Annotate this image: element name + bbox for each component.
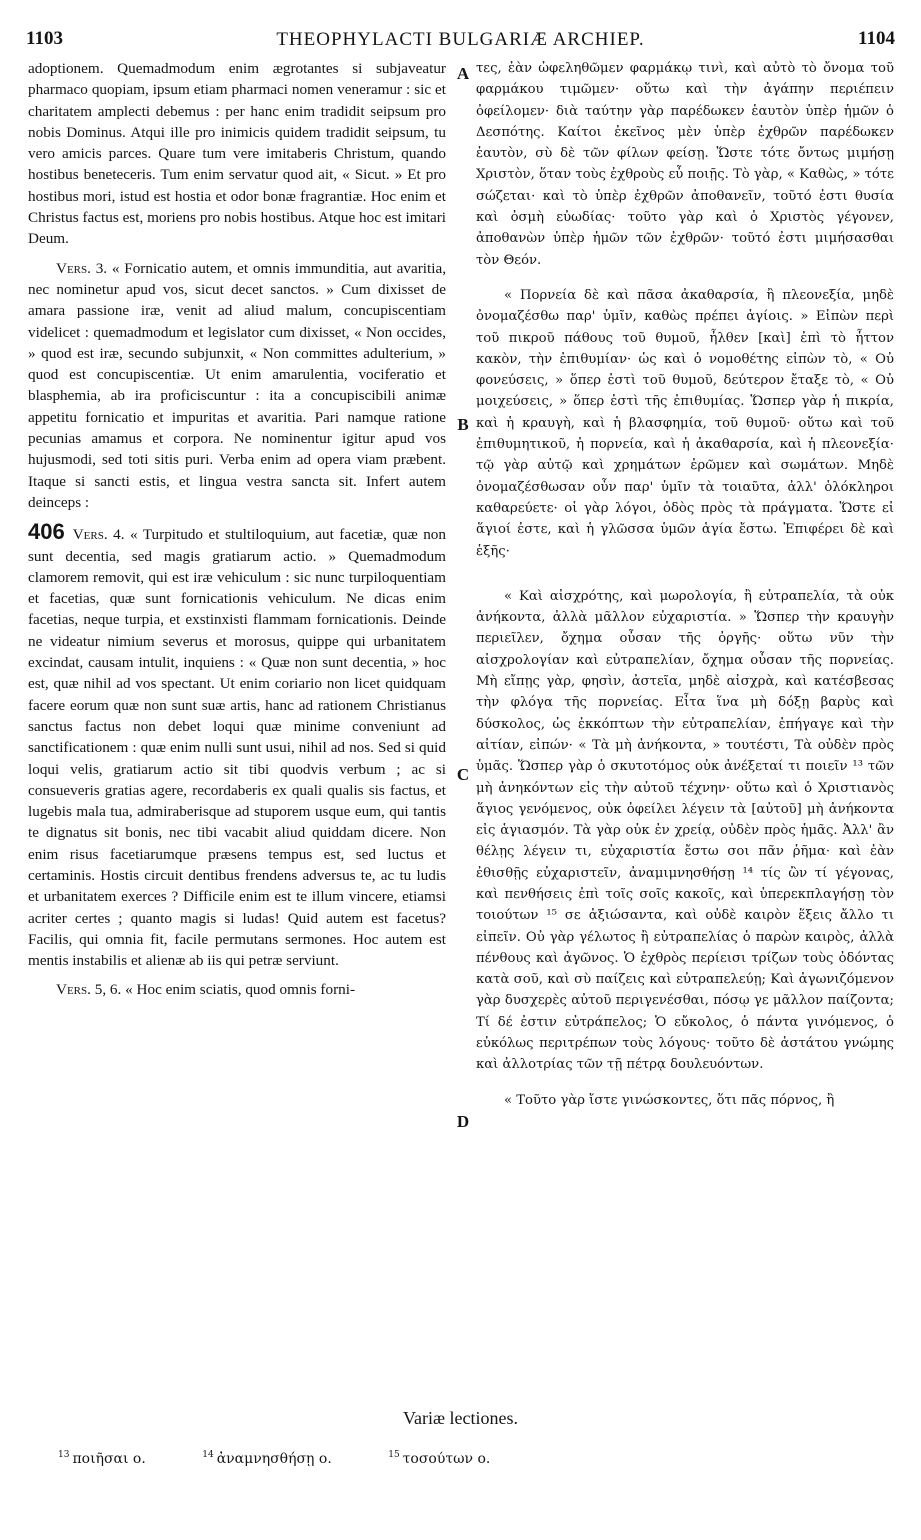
greek-paragraph: τες, ἐὰν ὠφεληθῶμεν φαρμάκῳ τινὶ, καὶ αὐτὸ τὸ ὄνομα τοῦ φαρμάκου τιμῶμεν· οὕτω καὶ τὴν ἀγάπην περιέπειν ὀφείλομεν· διὰ ταύτην γὰρ παρέδωκεν ἑαυτὸν ὑπὲρ ἡμῶν ὁ Δεσπότης. Καίτοι ἐκεῖνος μὲν ὑπὲρ ἐχθρῶν παρέδωκεν ἑαυτὸν, σὺ δὲ τῶν φίλων φείσῃ. Ὥστε τότε ὄντως μιμήσῃ Χριστὸν, ὅταν τοὺς ἐχθροὺς εὖ ποιῇς. Τὸ γὰρ, « Καθὼς, » τότε σώζεται· καὶ τὸ ὑπὲρ ἐχθρῶν ἀποθανεῖν, τοῦτό ἐστι θυσία καὶ ὀσμὴ εὐωδίας· τοῦτο γὰρ καὶ ὁ Χριστὸς γέγονεν, ἀποθανὼν ὑπὲρ ἡμῶν τῶν ἐχθρῶν· τοῦτό ἐστι μιμήσασθαι τὸν Θεόν. xyxy=(476,61,894,268)
note-text: ποιῆσαι ο. xyxy=(72,1450,146,1467)
verse-label: Vers. 4. xyxy=(72,526,125,544)
variant-readings xyxy=(58,1450,542,1467)
note-text: ἀναμνησθήσῃ ο. xyxy=(216,1450,332,1467)
greek-column xyxy=(476,58,894,1111)
latin-paragraph: adoptionem. Quemadmodum enim ægrotantes si subjaveatur pharmaco quopiam, ipsum etiam pharmaci nomen veneramur : sic et charitatem amplecti debemus : per hanc enim tradidit seipsum pro nobis Dominus. Atqui ille pro inimicis quidem tradidit seipsum, tu vero amicis parces. Quare tum vere imitaberis Christum, quando hostibus beneteceris. Tum enim servatur quod ait, « Sicut. » Et pro hostibus mori, istud est hostia et odor bonæ fragrantiæ. Hoc enim et Christus factus est, moriens pro nobis hostibus. Atque hoc est imitari Deum. xyxy=(28,60,446,248)
section-marker-d: D xyxy=(456,1112,470,1131)
latin-column xyxy=(28,58,446,1001)
variant-readings-title: Variæ lectiones. xyxy=(403,1408,518,1428)
verse-label: Vers. 3. xyxy=(56,259,108,277)
variant-note xyxy=(202,1451,358,1467)
column-number: 406 xyxy=(28,519,65,545)
section-marker-a: A xyxy=(456,64,470,83)
section-marker-c: C xyxy=(456,765,470,784)
greek-paragraph: « Πορνεία δὲ καὶ πᾶσα ἀκαθαρσία, ἢ πλεονεξία, μηδὲ ὀνομαζέσθω παρ' ὑμῖν, καθὼς πρέπει ἁγίοις. » Εἰπὼν περὶ τοῦ πικροῦ πάθους τοῦ θυμοῦ, ἦλθεν [καὶ] ἐπὶ τὸ ἧττον κακὸν, τὴν ἐπιθυμίαν· ὡς καὶ ὁ νομοθέτης εἰπὼν τὸ, « Οὐ φονεύσεις, » ὅπερ ἐστὶ τοῦ θυμοῦ, δεύτερον ἔταξε τὸ, « Οὐ μοιχεύσεις, » ὅπερ ἐστὶ τῆς ἐπιθυμίας. Ὥσπερ γὰρ ἡ πικρία, καὶ ἡ κραυγὴ, καὶ ἡ βλασφημία, τοῦ θυμοῦ· οὕτω καὶ τοῦ ἐπιθυμητικοῦ, ἡ πορνεία, καὶ ἡ ἀκαθαρσία, καὶ ἡ πλεονεξία· τῷ γὰρ αὐτῷ καὶ χρημάτων ἐρῶμεν καὶ σωμάτων. Μηδὲ ὀνομαζέσθωσαν οὖν παρ' ὑμῖν τὰ τοιαῦτα, ἀλλ' ὁλόκληροι καθαρεύετε· οἱ γὰρ λόγοι, ὁδὸς πρὸς τὰ πράγματα. Ὥστε εἰ ἅγιοί ἐστε, καὶ ἡ γλῶσσα ὑμῶν ἁγία ἔστω. Ἐπιφέρει δὲ καὶ ἑξῆς· xyxy=(476,287,894,559)
greek-paragraph: « Καὶ αἰσχρότης, καὶ μωρολογία, ἢ εὐτραπελία, τὰ οὐκ ἀνήκοντα, ἀλλὰ μᾶλλον εὐχαριστία. » Ὥσπερ τὴν κραυγὴν περιεῖλεν, ὄχημα οὖσαν τῆς ὀργῆς· οὕτω νῦν τὴν αἰσχρολογίαν καὶ εὐτραπελίαν, ὄχημα οὖσαν τῆς πορνείας. Μὴ εἴπῃς γὰρ, φησὶν, ἀστεῖα, μηδὲ αἰσχρὰ, καὶ κατέσβεσας τὴν φλόγα τῆς πορνείας. Εἶτα ἵνα μὴ δόξῃ βαρὺς καὶ δύσκολος, ὡς ἐκκόπτων τὴν εὐτραπελίαν, ἐπήγαγε καὶ τὴν αἰτίαν, εἰπών· « Τὰ μὴ ἀνήκοντα, » τουτέστι, Τὰ οὐδὲν πρὸς ὑμᾶς. Ὥσπερ γὰρ ὁ σκυτοτόμος οὐκ ἀνέξεταί τι ποιεῖν ¹³ τῶν μὴ ἀνηκόντων εἰς τὴν αὐτοῦ τέχνην· οὕτω καὶ ὁ Χριστιανὸς ἅγιος γενόμενος, οὐκ ὀφείλει λέγειν τὰ [αὐτοῦ] μὴ ἀνήκοντα εἰς ἁγιασμόν. Τὰ γὰρ οὐκ ἐν χρείᾳ, οὐδὲν πρὸς ἡμᾶς. Ἀλλ' ἂν θέλῃς λέγειν τι, εὐχαριστία ἔστω σοι πᾶν ῥῆμα· καὶ ἐὰν ἐθισθῇς εὐχαριστεῖν, ἀναμιμνησθήσῃ ¹⁴ τίς ὢν τί γέγονας, καὶ πενθήσεις ἐπὶ τοῖς σοῖς κακοῖς, καὶ ὑπερεκπλαγήσῃ τὸν τοιούτων ¹⁵ σε ἀξιώσαντα, καὶ οὐδὲ καιρὸν ἕξεις ἄλλο τι εἰπεῖν. Οὐ γὰρ γέλωτος ἢ εὐτραπελίας ὁ παρὼν καιρὸς, ἀλλὰ πένθους καὶ ἀγῶνος. Ὁ ἐχθρὸς περίεισι τρίζων τοὺς ὀδόντας κατὰ σοῦ, καὶ σὺ παίζεις καὶ εὐτραπελεύῃ; Καὶ ἀγωνιζόμενον γὰρ δυσχερὲς αὐτοῦ περιγενέσθαι, πόσῳ γε μᾶλλον παίζοντα; Τί δέ ἐστιν εὐτράπελος; Ὁ εὔκολος, ὁ πάντα γινόμενος, ὁ εὐκόλως περιτρέπων τοὺς λόγους· τοῦτο δὲ ἀστάτου γνώμης καὶ ἀλλοτρίας τῶν τῇ πέτρᾳ δουλευόντων. xyxy=(476,588,894,1073)
latin-paragraph-text: « Hoc enim sciatis, quod omnis forni- xyxy=(125,981,356,999)
section-marker-b: B xyxy=(457,415,469,434)
latin-paragraph xyxy=(28,521,446,971)
latin-paragraph xyxy=(28,258,446,514)
note-number: 13 xyxy=(58,1450,70,1460)
latin-paragraph xyxy=(28,979,446,1000)
note-number: 15 xyxy=(388,1450,400,1460)
verse-label: Vers. 5, 6. xyxy=(56,981,122,999)
note-text: τοσούτων ο. xyxy=(402,1450,491,1467)
greek-paragraph: « Τοῦτο γὰρ ἴστε γινώσκοντες, ὅτι πᾶς πόρνος, ἢ xyxy=(504,1092,835,1108)
page-number-right: 1104 xyxy=(858,28,895,49)
latin-paragraph-text: « Fornicatio autem, et omnis immunditia, aut avaritia, nec nominetur apud vos, sicut decet sanctos. » Cum dixisset de amara passione iræ, venit ad aliud malum, concupiscentiam videlicet : quemadmodum et legislator cum dixisset, « Non occides, » quod est iræ, secundo subjunxit, « Non committes adulterium, » quod est concupiscentiæ. Ut enim amarulentia, vociferatio et blasphemia, ab ira proficiscuntur : ita a concupiscibili animæ appetitu fornicatio et impuritas et avaritia. Pari namque ratione pecunias amamus et corpora. Ne nominentur igitur apud vos hujusmodi, sed toti sitis puri. Verba enim ad opera viam præbent. Itaque si sancti estis, et lingua vestra sancta sit. Infert autem deinceps : xyxy=(28,259,446,511)
variant-note xyxy=(58,1451,172,1467)
note-number: 14 xyxy=(202,1450,214,1460)
latin-paragraph-text: « Turpitudo et stultiloquium, aut facetiæ, quæ non sunt decentia, sed magis gratiarum actio. » Quemadmodum clamorem removit, qui est iræ vehiculum : sic nunc turpiloquentiam et facetias, quæ sunt fornicationis vehiculum. Ne dicas enim facetias, neque turpia, et exstinxisti flammam fornicationis. Deinde ne videatur nimium severus et morosus, quippe qui urbanitatem excindat, causam intulit, inquiens : « Quæ non sunt decentia, » hoc est, quæ nihil ad vos spectant. Ut enim coriario non licet quidquam facere eorum quæ non sunt suæ artis, hanc ad rationem Christianus sanctus factus non debet loqui quæ minime conveniunt ad sanctificationem : quæ enim nulli sunt usui, nihil ad nos. Sed si quid loqui velis, gratiarum actio sit tibi quodvis verbum ; ac si consueveris gratias agere, recordaberis ex quali qualis sis factus, et lugebis mala tua, admiraberisque ad stuporem usque eum, qui tantis te dignatus sit bonis, nec tibi vacabit aliud quiddam dicere. Non enim risus facetiarumque præsens tempus est, sed luctus et certaminis. Hostis circuit dentibus frendens adversus te, ac tu ludis et urbanitatem exerces ? Difficile enim est te illum vincere, etiamsi acriter certes ; quanto magis si ludas! Quid autem est facetus? Facilis, qui omnia fit, facile permutans sermones. Hoc autem est mentis instabilis et alienæ ab iis qui petræ serviunt. xyxy=(28,526,446,970)
variant-note xyxy=(388,1451,516,1467)
page-number-left: 1103 xyxy=(26,28,63,49)
running-title: THEOPHYLACTI BULGARIÆ ARCHIEP. xyxy=(276,29,645,50)
running-header xyxy=(0,28,921,58)
